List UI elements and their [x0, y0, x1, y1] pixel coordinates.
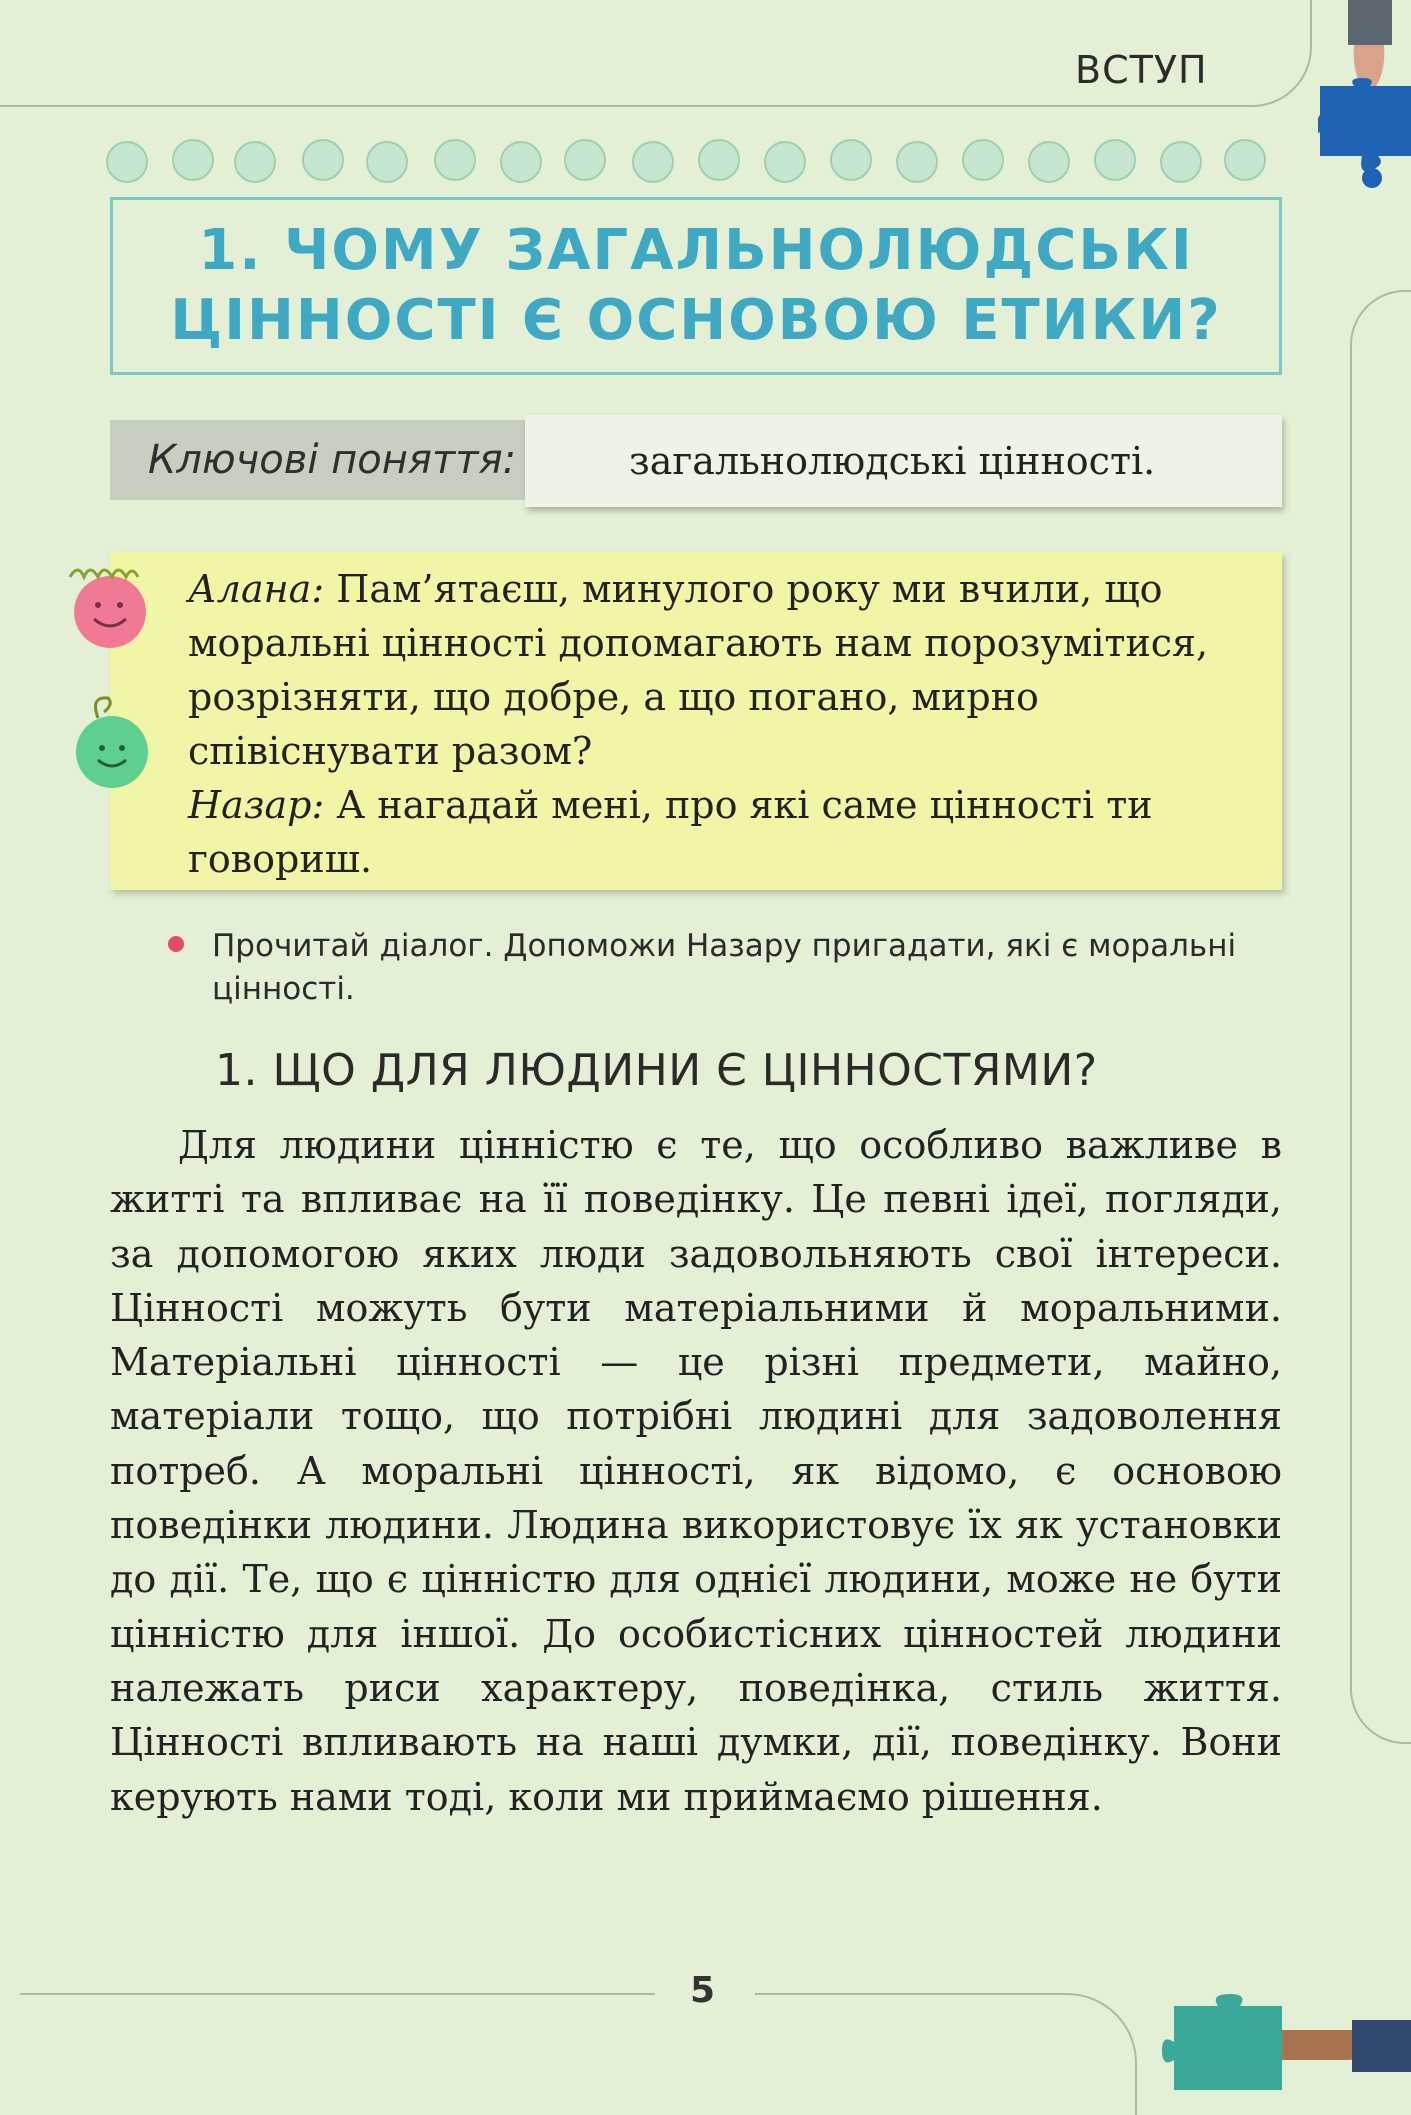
- task-text: Прочитай діалог. Допоможи Назару пригадати, які є моральні цінності.: [212, 928, 1237, 1007]
- section-label: ВСТУП: [1075, 48, 1208, 92]
- page-frame-right: [1350, 290, 1411, 1744]
- section-heading: 1. ЩО ДЛЯ ЛЮДИНИ Є ЦІННОСТЯМИ?: [215, 1045, 1098, 1096]
- title-line-1: 1. ЧОМУ ЗАГАЛЬНОЛЮДСЬКІ: [198, 218, 1194, 283]
- key-concepts-label: Ключові поняття:: [110, 420, 585, 500]
- page-frame-bottom-curve: [1055, 1993, 1137, 2115]
- girl-avatar-icon: [60, 555, 155, 650]
- speaker-alana: Алана:: [188, 567, 325, 611]
- page-frame-bottom-right: [755, 1993, 1055, 1995]
- title-line-2: ЦІННОСТІ Є ОСНОВОЮ ЕТИКИ?: [170, 288, 1222, 353]
- section-paragraph: Для людини цінністю є те, що особливо важливе в житті та впливає на її поведінку. Це певні ідеї, погляди, за допомогою яких люди задовольняють свої інтереси. Цінності можуть бути матеріальними й моральними. Матеріальні цінності — це різні предмети, майно, матеріали тощо, що потрібні людині для задоволення потреб. А моральні цінності, як відомо, є основою поведінки людини. Людина використовує їх як установки до дії. Те, що є цінністю для однієї людини, може не бути цінністю для іншої. До особистісних цінностей людини належать риси характеру, поведінка, стиль життя. Цінності впливають на наші думки, дії, поведінку. Вони керують нами тоді, коли ми приймаємо рішення.: [110, 1123, 1282, 1819]
- speaker-nazar: Назар:: [188, 783, 325, 827]
- puzzle-piece-icon: [1318, 78, 1411, 193]
- page-number: 5: [690, 1970, 716, 2011]
- boy-avatar-icon: [68, 690, 158, 790]
- dialog-line-nazar: А нагадай мені, про які саме цінності ти говориш.: [188, 783, 1153, 881]
- dialog-text: [188, 562, 1278, 886]
- faces-border: [105, 128, 1285, 190]
- page-frame-bottom-left: [20, 1993, 655, 1995]
- lesson-title: [110, 197, 1282, 375]
- puzzle-piece-icon: [1162, 1990, 1411, 2095]
- key-concepts-value: загальнолюдські цінності.: [525, 415, 1282, 507]
- task-bullet: [168, 936, 184, 952]
- dialog-line-alana: Пам’ятаєш, минулого року ми вчили, що моральні цінності допомагають нам порозумітися, розрізняти, що добре, а що погано, мирно співіснувати разом?: [188, 567, 1209, 773]
